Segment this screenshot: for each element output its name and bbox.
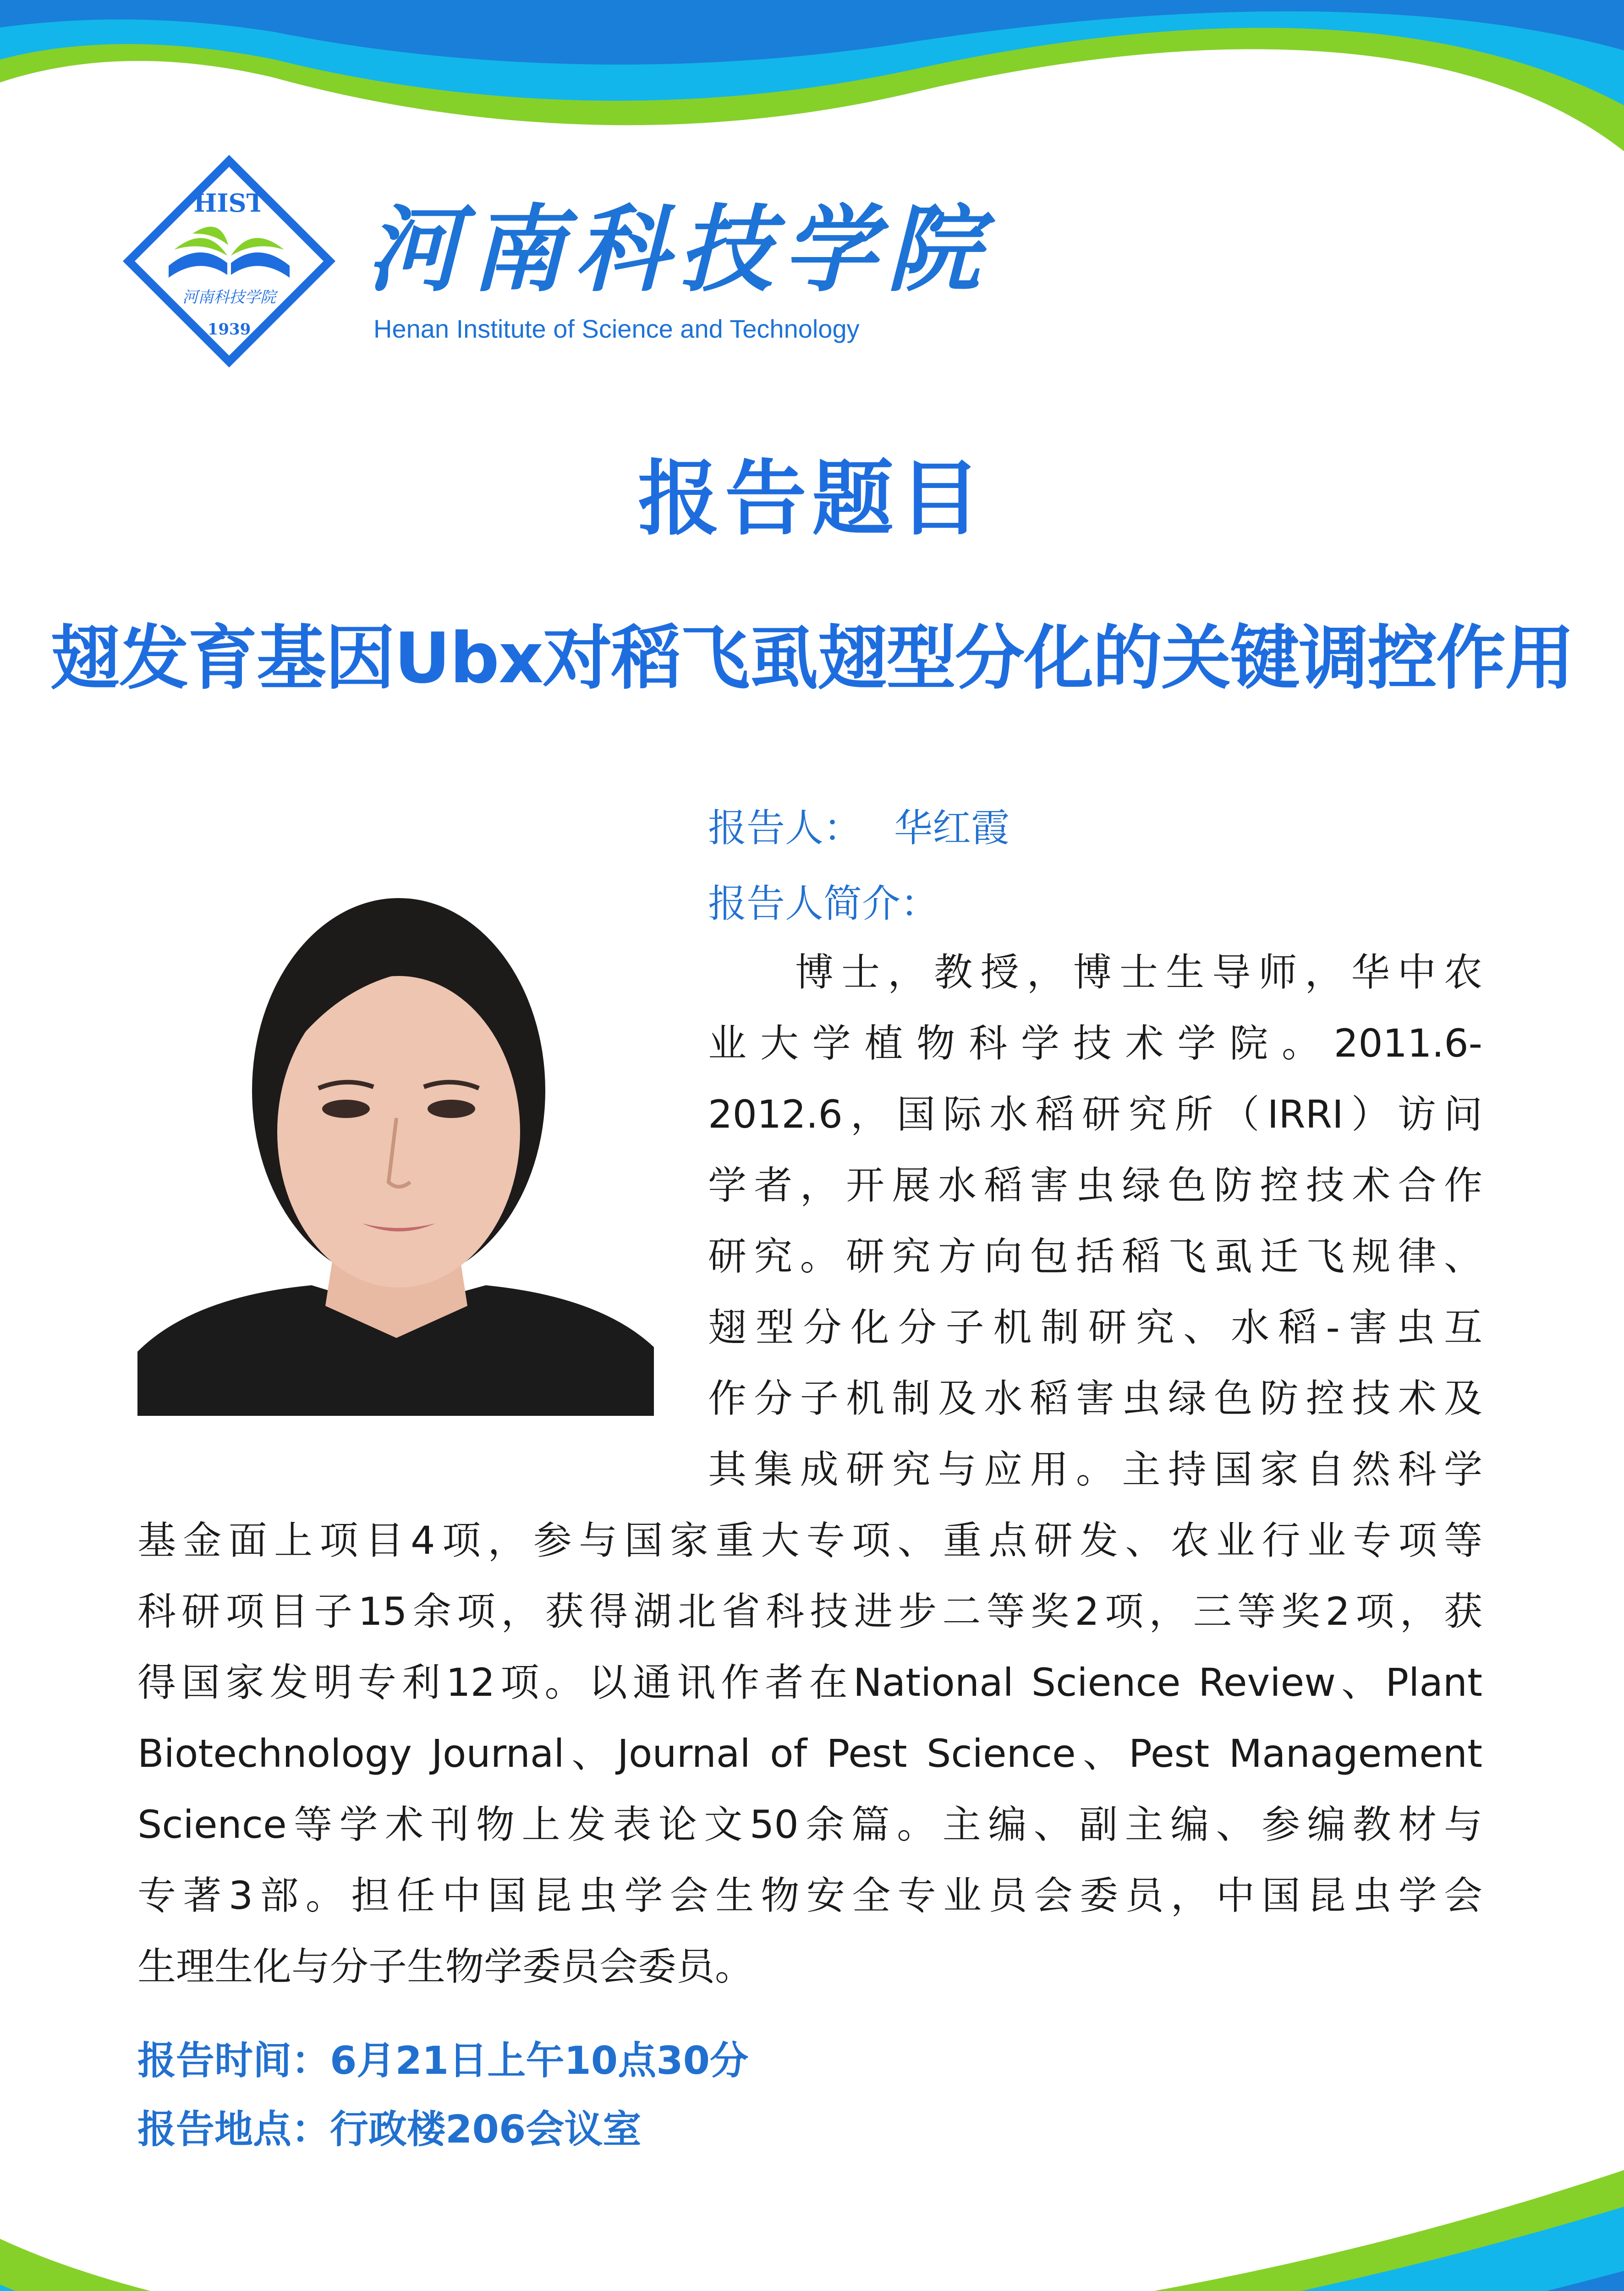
- speaker-label: 报告人：: [708, 806, 862, 850]
- bio-line: 基金面上项目4项，参与国家重大专项、重点研发、农业行业专项等: [137, 1518, 1482, 1563]
- report-title: 翅发育基因Ubx对稻飞虱翅型分化的关键调控作用: [50, 618, 1574, 699]
- bio-line: 专著3部。担任中国昆虫学会生物安全专业员会委员，中国昆虫学会: [137, 1873, 1482, 1918]
- bio-line: Science等学术刊物上发表论文50余篇。主编、副主编、参编教材与: [137, 1802, 1482, 1847]
- bio-line: 2012.6，国际水稻研究所（IRRI）访问: [708, 1092, 1482, 1137]
- school-name-english: Henan Institute of Science and Technology: [373, 314, 860, 343]
- emblem-inner-text: 河南科技学院: [182, 288, 276, 307]
- school-name-chinese: 河南科技学院: [367, 195, 991, 305]
- bio-line: 翅型分化分子机制研究、水稻-害虫互: [708, 1305, 1482, 1350]
- bio-line: 博士，教授，博士生导师，华中农: [795, 950, 1482, 995]
- speaker-line: [708, 797, 1010, 853]
- bio-line: 科研项目子15余项，获得湖北省科技进步二等奖2项，三等奖2项，获: [137, 1589, 1482, 1634]
- speaker-portrait-icon: [137, 834, 654, 1416]
- bio-line: 业大学植物科学技术学院。2011.6-: [708, 1021, 1482, 1066]
- school-emblem: [119, 151, 339, 371]
- emblem-year: 1939: [207, 320, 251, 339]
- bio-line: 其集成研究与应用。主持国家自然科学: [708, 1447, 1482, 1492]
- bio-line: 生理生化与分子生物学委员会委员。: [137, 1944, 754, 1989]
- bio-line: Biotechnology Journal、Journal of Pest Science、Pest Management: [137, 1731, 1482, 1776]
- bio-line: 学者，开展水稻害虫绿色防控技术合作: [708, 1163, 1482, 1208]
- report-place: 报告地点：行政楼206会议室: [137, 2107, 642, 2152]
- bottom-wave-decoration: [0, 2088, 1624, 2291]
- report-heading: 报告题目: [638, 451, 986, 546]
- speaker-name: 华红霞: [894, 806, 1010, 850]
- bio-line: 得国家发明专利12项。以通讯作者在National Science Review、Plant: [137, 1660, 1482, 1705]
- emblem-ring-text: HIST: [193, 188, 265, 218]
- bio-line: 研究。研究方向包括稻飞虱迁飞规律、: [708, 1234, 1482, 1279]
- speaker-intro-label: 报告人简介：: [708, 881, 939, 926]
- bio-line: 作分子机制及水稻害虫绿色防控技术及: [708, 1376, 1482, 1421]
- report-time: 报告时间：6月21日上午10点30分: [137, 2038, 749, 2083]
